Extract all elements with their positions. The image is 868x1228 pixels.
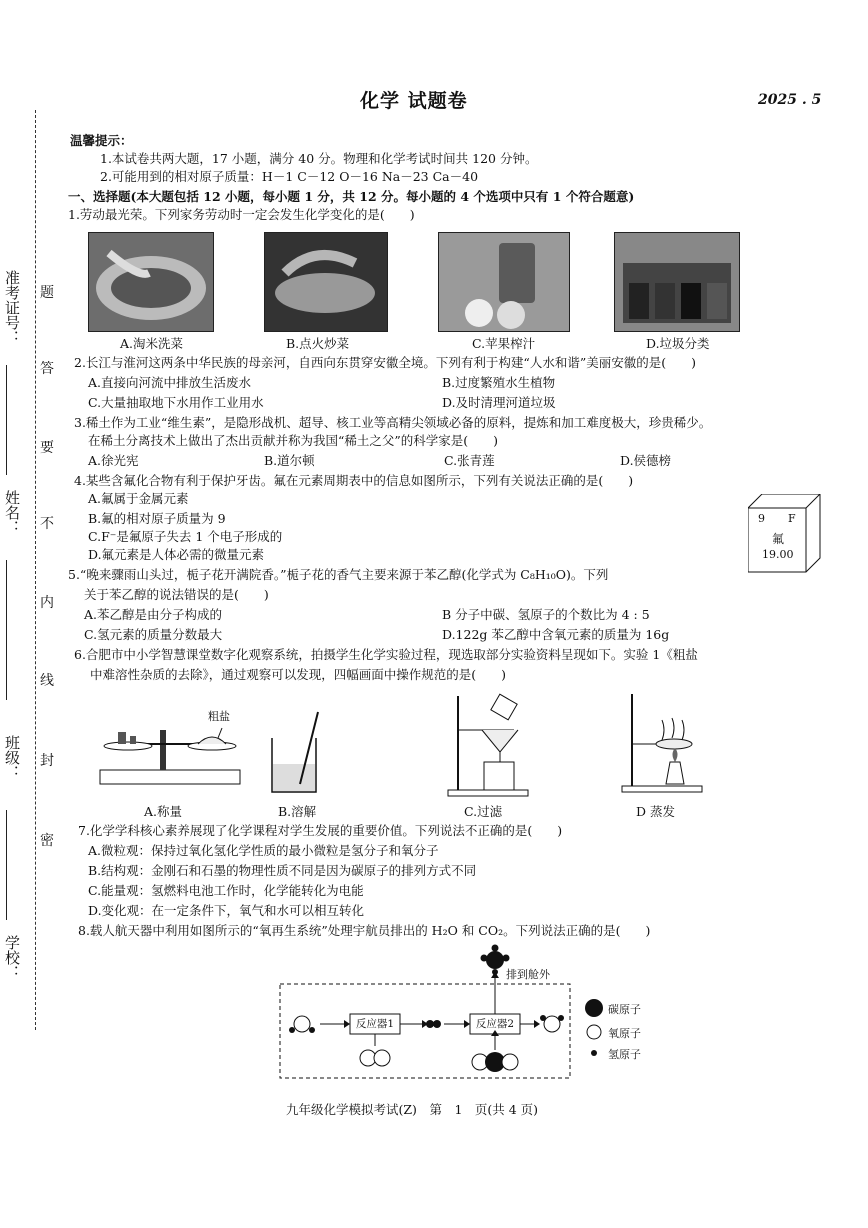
section-heading: 一、选择题(本大题包括 12 小题，每小题 1 分，共 12 分。每小题的 4 个选项中只有 1 个符合题意) <box>68 189 635 204</box>
filtration-diagram <box>444 690 534 800</box>
name-blank[interactable] <box>6 560 7 700</box>
question-stem: 在稀土分离技术上做出了杰出贡献并称为我国“稀土之父”的科学家是( ) <box>88 433 499 448</box>
seal-char: 密 <box>40 833 54 849</box>
option-label[interactable]: D.122g 苯乙醇中含氧元素的质量为 16g <box>442 627 670 642</box>
class-label: 班级： <box>3 735 21 780</box>
seat-number-label: 准考证号： <box>3 270 21 345</box>
question-stem: 1.劳动最光荣。下列家务劳动时一定会发生化学变化的是( ) <box>68 207 415 222</box>
question-stem: 7.化学学科核心素养展现了化学课程对学生发展的重要价值。下列说法不正确的是( ) <box>78 823 563 838</box>
seal-char: 答 <box>40 361 54 377</box>
question-stem: 4.某些含氟化合物有利于保护牙齿。氟在元素周期表中的信息如图所示，下列有关说法正确的是( ) <box>74 473 634 488</box>
seal-char: 内 <box>40 595 54 611</box>
option-label[interactable]: A.苯乙醇是由分子构成的 <box>84 607 223 622</box>
option-label[interactable]: C.大量抽取地下水用作工业用水 <box>88 395 264 410</box>
option-label[interactable]: A.直接向河流中排放生活废水 <box>88 375 252 390</box>
legend-hydrogen: 氢原子 <box>608 1048 641 1061</box>
option-label[interactable]: D.侯德榜 <box>620 453 672 468</box>
option-label[interactable]: B.溶解 <box>278 804 317 819</box>
question-stem: 6.合肥市中小学智慧课堂数字化观察系统，拍摄学生化学实验过程，现选取部分实验资料呈现如下。实验 1《粗盐 <box>74 647 698 662</box>
question-stem: 8.载人航天器中利用如图所示的“氧再生系统”处理宇航员排出的 H₂O 和 CO₂。下列说法正确的是( ) <box>78 923 651 938</box>
question-stem: 3.稀土作为工业“维生素”，是隐形战机、超导、核工业等高精尖领域必备的原料，提炼和加工难度极大，珍贵稀少。 <box>74 415 712 430</box>
name-label: 姓名： <box>3 490 21 535</box>
option-label[interactable]: B.道尔顿 <box>264 453 315 468</box>
atomic-mass: 19.00 <box>762 548 794 561</box>
option-label[interactable]: B 分子中碳、氢原子的个数比为 4 : 5 <box>442 607 650 622</box>
reactor-2-label: 反应器2 <box>475 1018 515 1030</box>
tips-line: 2.可能用到的相对原子质量：H－1 C－12 O－16 Na－23 Ca－40 <box>100 169 479 184</box>
option-label[interactable]: B.氟的相对原子质量为 9 <box>88 511 226 526</box>
option-label[interactable]: C.张青莲 <box>444 453 495 468</box>
option-label[interactable]: D.氟元素是人体必需的微量元素 <box>88 547 265 562</box>
seal-char: 封 <box>40 753 54 769</box>
balance-diagram <box>90 700 250 796</box>
option-label[interactable]: A.淘米洗菜 <box>120 336 184 351</box>
photo-rice-washing <box>88 232 214 332</box>
seat-number-blank[interactable] <box>6 365 7 475</box>
exam-date: 2025 . 5 <box>758 92 822 108</box>
oxygen-regeneration-diagram <box>278 944 678 1084</box>
salt-label: 粗盐 <box>208 710 230 723</box>
option-label[interactable]: C.能量观：氢燃料电池工作时，化学能转化为电能 <box>88 883 364 898</box>
option-label[interactable]: C.F⁻是氟原子失去 1 个电子形成的 <box>88 529 283 544</box>
question-stem: 2.长江与淮河这两条中华民族的母亲河，自西向东贯穿安徽全境。下列有利于构建“人水和谐”美丽安徽的是( ) <box>74 355 696 370</box>
atomic-number: 9 <box>758 512 765 525</box>
option-label[interactable]: D 蒸发 <box>636 804 675 819</box>
legend-carbon: 碳原子 <box>608 1003 641 1016</box>
beaker-diagram <box>266 708 326 798</box>
option-label[interactable]: D.垃圾分类 <box>646 336 710 351</box>
reactor-1-label: 反应器1 <box>355 1018 395 1030</box>
photo-stir-fry <box>264 232 388 332</box>
seal-char: 要 <box>40 440 54 456</box>
option-label[interactable]: A.微粒观：保持过氧化氢化学性质的最小微粒是氢分子和氧分子 <box>88 843 439 858</box>
seal-char: 线 <box>40 673 54 689</box>
option-label[interactable]: A.氟属于金属元素 <box>88 491 189 506</box>
option-label[interactable]: D.变化观：在一定条件下，氧气和水可以相互转化 <box>88 903 365 918</box>
tips-heading: 温馨提示： <box>70 133 133 148</box>
option-label[interactable]: B.点火炒菜 <box>286 336 350 351</box>
seal-char: 不 <box>40 516 54 532</box>
option-label[interactable]: C.苹果榨汁 <box>472 336 536 351</box>
class-blank[interactable] <box>6 810 7 920</box>
question-stem: 关于苯乙醇的说法错误的是( ) <box>84 587 269 602</box>
exhaust-label: 排到舱外 <box>506 968 550 981</box>
page-footer: 九年级化学模拟考试(Z) 第 1 页(共 4 页) <box>286 1102 539 1117</box>
page-title: 化学 试题卷 <box>360 90 468 112</box>
school-label: 学校： <box>3 935 21 980</box>
option-label[interactable]: B.结构观：金刚石和石墨的物理性质不同是因为碳原子的排列方式不同 <box>88 863 477 878</box>
legend-oxygen: 氧原子 <box>608 1027 641 1040</box>
question-stem: 中难溶性杂质的去除》，通过观察可以发现，四幅画面中操作规范的是( ) <box>90 667 507 682</box>
binding-dashed-line <box>35 110 36 1030</box>
evaporation-diagram <box>618 690 708 802</box>
option-label[interactable]: A.徐光宪 <box>88 453 139 468</box>
element-symbol: F <box>788 512 796 525</box>
photo-apple-juice <box>438 232 570 332</box>
element-name: 氟 <box>772 532 785 546</box>
option-label[interactable]: C.过滤 <box>464 804 503 819</box>
photo-garbage-sorting <box>614 232 740 332</box>
option-label[interactable]: D.及时清理河道垃圾 <box>442 395 556 410</box>
question-stem: 5.“晚来骤雨山头过，栀子花开满院香。”栀子花的香气主要来源于苯乙醇(化学式为 C₈H₁₀O)。下列 <box>68 567 609 582</box>
periodic-table-cell <box>748 494 820 572</box>
option-label[interactable]: C.氢元素的质量分数最大 <box>84 627 223 642</box>
option-label[interactable]: A.称量 <box>144 804 183 819</box>
option-label[interactable]: B.过度繁殖水生植物 <box>442 375 556 390</box>
tips-line: 1.本试卷共两大题，17 小题，满分 40 分。物理和化学考试时间共 120 分钟。 <box>100 151 538 166</box>
seal-char: 题 <box>40 285 54 301</box>
